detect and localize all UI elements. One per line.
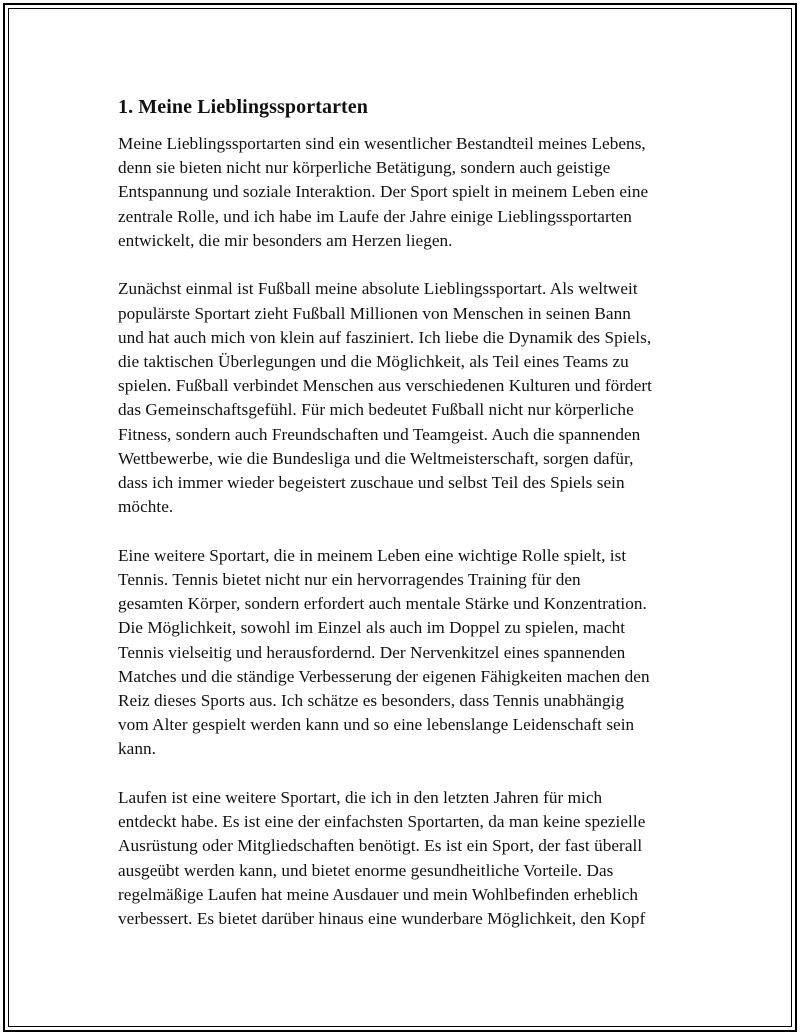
- paragraph-line: die taktischen Überlegungen und die Möglichkeit, als Teil eines Teams zu: [118, 352, 629, 372]
- paragraph-line: kann.: [118, 739, 156, 759]
- paragraph-line: Fitness, sondern auch Freundschaften und Teamgeist. Auch die spannenden: [118, 424, 641, 444]
- paragraph-line: Matches und die ständige Verbesserung der eigenen Fähigkeiten machen den: [118, 666, 650, 686]
- paragraph-line: vom Alter gespielt werden kann und so eine lebenslange Leidenschaft sein: [118, 715, 635, 735]
- paragraph-line: möchte.: [118, 497, 174, 517]
- paragraph-line: Entspannung und soziale Interaktion. Der Sport spielt in meinem Leben eine: [118, 182, 649, 202]
- paragraph-line: das Gemeinschaftsgefühl. Für mich bedeutet Fußball nicht nur körperliche: [118, 400, 634, 420]
- paragraph-line: populärste Sportart zieht Fußball Millionen von Menschen in seinen Bann: [118, 303, 631, 323]
- paragraph-line: denn sie bieten nicht nur körperliche Betätigung, sondern auch geistige: [118, 158, 611, 178]
- paragraph-container: [118, 132, 696, 931]
- paragraph-line: entdeckt habe. Es ist eine der einfachsten Sportarten, da man keine spezielle: [118, 812, 646, 832]
- paragraph-line: ausgeübt werden kann, und bietet enorme gesundheitliche Vorteile. Das: [118, 860, 614, 880]
- paragraph-line: Tennis. Tennis bietet nicht nur ein hervorragendes Training für den: [118, 570, 581, 590]
- paragraph-line: Zunächst einmal ist Fußball meine absolute Lieblingssportart. Als weltweit: [118, 279, 638, 299]
- paragraph-line: Laufen ist eine weitere Sportart, die ich in den letzten Jahren für mich: [118, 788, 603, 808]
- paragraph-line: und hat auch mich von klein auf fasziniert. Ich liebe die Dynamik des Spiels,: [118, 327, 652, 347]
- paragraph-line: Wettbewerbe, wie die Bundesliga und die Weltmeisterschaft, sorgen dafür,: [118, 448, 634, 468]
- paragraph-line: zentrale Rolle, und ich habe im Laufe der Jahre einige Lieblingssportarten: [118, 206, 632, 226]
- document-body: [118, 94, 696, 956]
- paragraph-line: Die Möglichkeit, sowohl im Einzel als auch im Doppel zu spielen, macht: [118, 618, 626, 638]
- paragraph: [118, 544, 696, 762]
- paragraph-line: spielen. Fußball verbindet Menschen aus verschiedenen Kulturen und fördert: [118, 376, 652, 396]
- paragraph-line: entwickelt, die mir besonders am Herzen liegen.: [118, 230, 453, 250]
- paragraph-line: Ausrüstung oder Mitgliedschaften benötigt. Es ist ein Sport, der fast überall: [118, 836, 643, 856]
- paragraph-line: Meine Lieblingssportarten sind ein wesentlicher Bestandteil meines Lebens,: [118, 134, 646, 153]
- paragraph: [118, 786, 696, 931]
- paragraph-line: Eine weitere Sportart, die in meinem Leben eine wichtige Rolle spielt, ist: [118, 545, 627, 565]
- paragraph-line: regelmäßige Laufen hat meine Ausdauer und mein Wohlbefinden erheblich: [118, 884, 639, 904]
- paragraph: [118, 277, 696, 519]
- paragraph: [118, 132, 696, 253]
- paragraph-line: gesamten Körper, sondern erfordert auch mentale Stärke und Konzentration.: [118, 594, 647, 614]
- paragraph-line: Tennis vielseitig und herausfordernd. Der Nervenkitzel eines spannenden: [118, 642, 626, 662]
- section-heading: 1. Meine Lieblingssportarten: [118, 96, 369, 118]
- paragraph-line: verbessert. Es bietet darüber hinaus eine wunderbare Möglichkeit, den Kopf: [118, 909, 646, 929]
- paragraph-line: Reiz dieses Sports aus. Ich schätze es besonders, dass Tennis unabhängig: [118, 691, 625, 711]
- paragraph-line: dass ich immer wieder begeistert zuschaue und selbst Teil des Spiels sein: [118, 473, 625, 493]
